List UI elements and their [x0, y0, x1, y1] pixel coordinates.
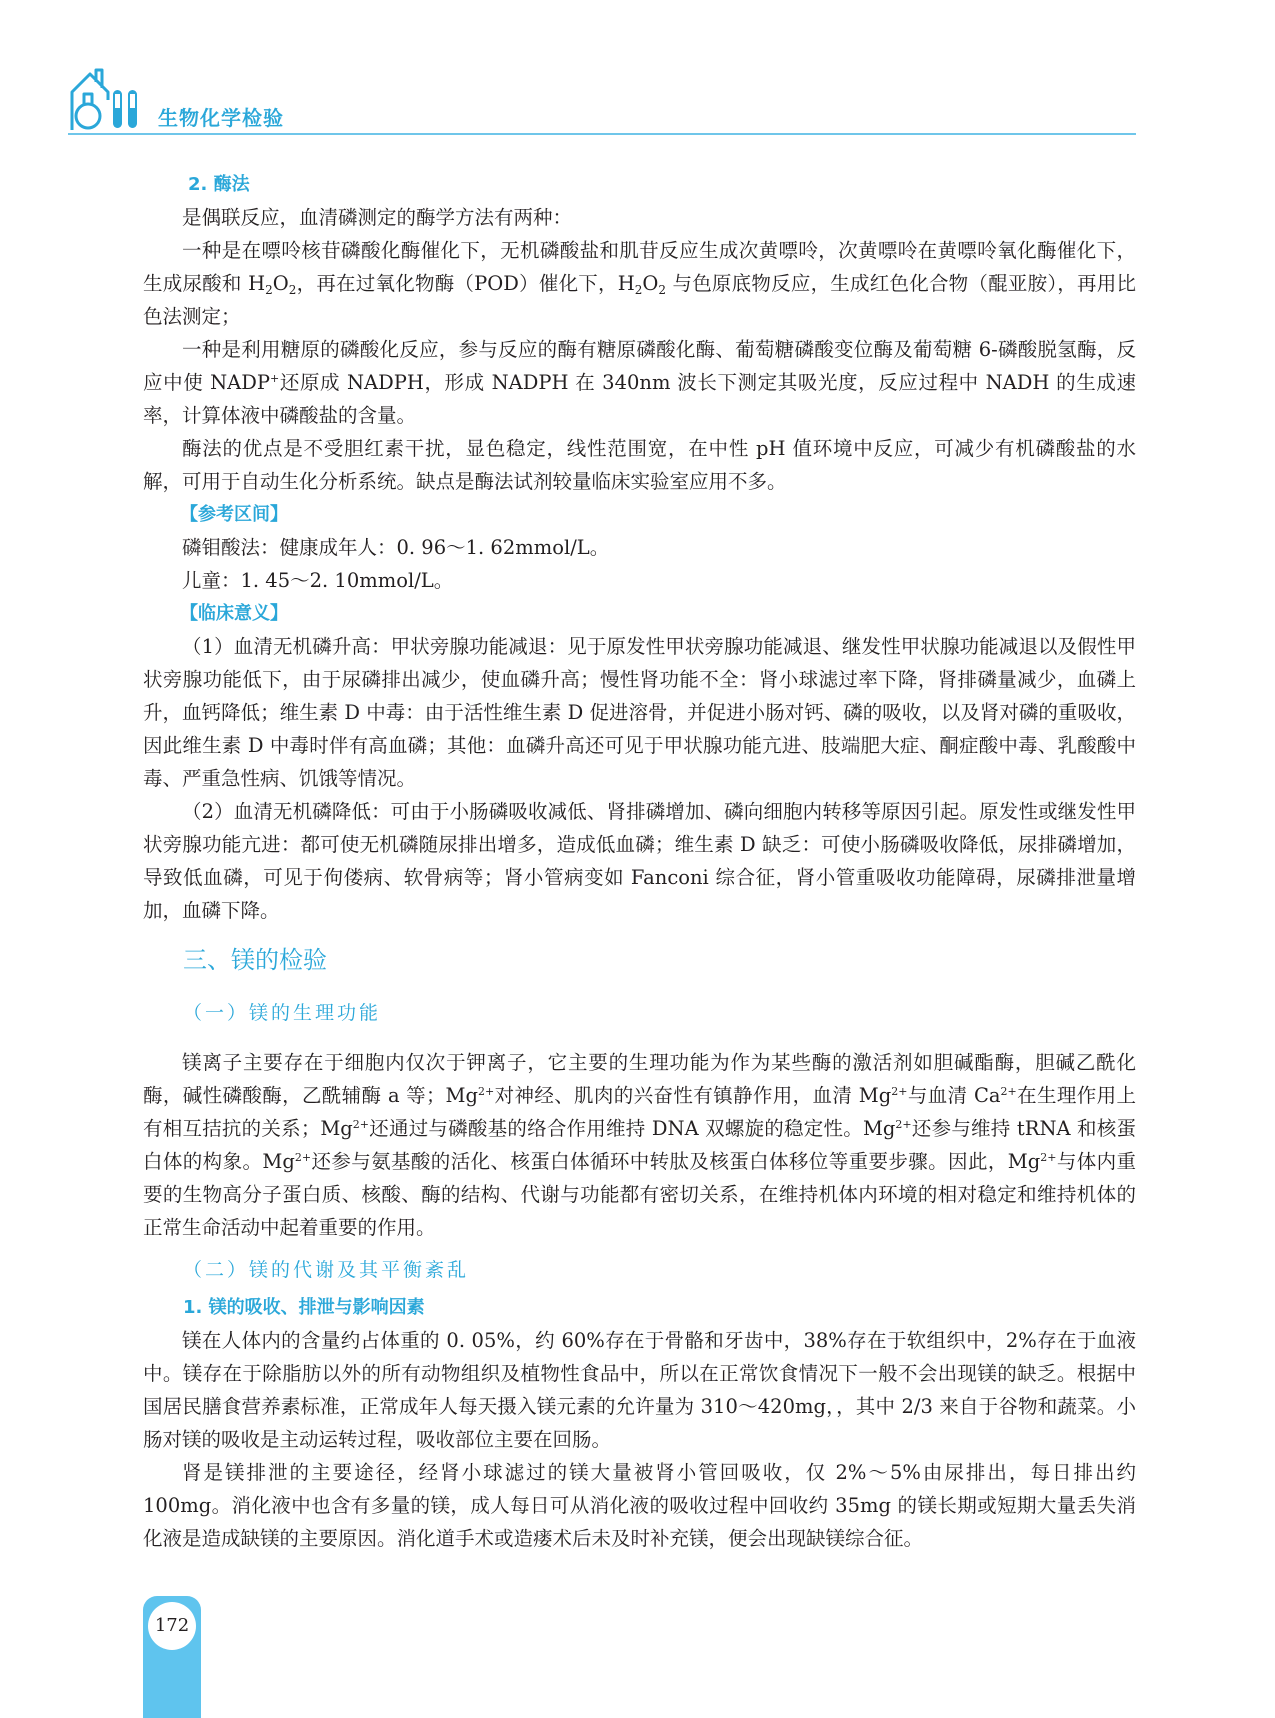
reference-range-heading: 【参考区间】	[180, 504, 288, 525]
header-divider	[68, 133, 1136, 135]
page-number: 172	[148, 1602, 196, 1650]
paragraph: （1）血清无机磷升高：甲状旁腺功能减退：见于原发性甲状旁腺功能减退、继发性甲状腺功能减退以及假性甲状旁腺功能低下，由于尿磷排出减少，使血磷升高；慢性肾功能不全：肾小球滤过率下降，肾排磷量减少，血磷上升，血钙降低；维生素 D 中毒：由于活性维生素 D 促进溶骨，并促进小肠对钙、磷的吸收，以及肾对磷的重吸收，因此维生素 D 中毒时伴有高血磷；其他：血磷升高还可见于甲状腺功能亢进、肢端肥大症、酮症酸中毒、乳酸酸中毒、严重急性病、饥饿等情况。	[143, 635, 1136, 790]
paragraph: 一种是在嘌呤核苷磷酸化酶催化下，无机磷酸盐和肌苷反应生成次黄嘌呤，次黄嘌呤在黄嘌呤氧化酶催化下，生成尿酸和 $H_2O_2$，再在过氧化物酶（POD）催化下，$H_2O_2$ 与色原底物反应，生成红色化合物（醌亚胺），再用比色法测定；	[143, 239, 1136, 328]
subsection-heading: （二）镁的代谢及其平衡紊乱	[183, 1259, 470, 1281]
page-number-tab	[143, 1596, 201, 1718]
paragraph: 酶法的优点是不受胆红素干扰，显色稳定，线性范围宽，在中性 pH 值环境中反应，可减少有机磷酸盐的水解，可用于自动生化分析系统。缺点是酶法试剂较量临床实验室应用不多。	[143, 437, 1136, 493]
paragraph: 镁在人体内的含量约占体重的 0. 05%，约 60%存在于骨骼和牙齿中，38%存在于软组织中，2%存在于血液中。镁存在于除脂肪以外的所有动物组织及植物性食品中，所以在正常饮食情况下一般不会出现镁的缺乏。根据中国居民膳食营养素标准，正常成年人每天摄入镁元素的允许量为 310～420mg，，其中 2/3 来自于谷物和蔬菜。小肠对镁的吸收是主动运转过程，吸收部位主要在回肠。	[143, 1329, 1136, 1451]
enzyme-method-heading: 2. 酶法	[188, 174, 250, 195]
paragraph: 一种是利用糖原的磷酸化反应，参与反应的酶有糖原磷酸化酶、葡萄糖磷酸变位酶及葡萄糖 6-磷酸脱氢酶，反应中使 NADP+还原成 NADPH，形成 NADPH 在 340nm 波长下测定其吸光度，反应过程中 NADH 的生成速率，计算体液中磷酸盐的含量。	[143, 338, 1136, 427]
clinical-significance-heading: 【临床意义】	[180, 603, 288, 624]
book-logo-icon	[68, 64, 148, 134]
reference-child: 儿童：1. 45～2. 10mmol/L。	[182, 569, 454, 592]
paragraph: 镁离子主要存在于细胞内仅次于钾离子，它主要的生理功能为作为某些酶的激活剂如胆碱酯酶，胆碱乙酰化酶，碱性磷酸酶，乙酰辅酶 a 等；$Mg^{2+}$对神经、肌肉的兴奋性有镇静作用，血清 $Mg^{2+}$与血清 $Ca^{2+}$在生理作用上有相互拮抗的关系；$Mg^{2+}$还通过与磷酸基的络合作用维持 DNA 双螺旋的稳定性。$Mg^{2+}$还参与维持 tRNA 和核蛋白体的构象。$Mg^{2+}$还参与氨基酸的活化、核蛋白体循环中转肽及核蛋白体移位等重要步骤。因此，$Mg^{2+}$与体内重要的生物高分子蛋白质、核酸、酶的结构、代谢与功能都有密切关系，在维持机体内环境的相对稳定和维持机体的正常生命活动中起着重要的作用。	[143, 1051, 1136, 1239]
section-heading: 三、镁的检验	[183, 946, 327, 974]
paragraph: 肾是镁排泄的主要途径，经肾小球滤过的镁大量被肾小管回吸收，仅 2%～5%由尿排出，每日排出约 100mg。消化液中也含有多量的镁，成人每日可从消化液的吸收过程中回收约 35mg 的镁长期或短期大量丢失消化液是造成缺镁的主要原因。消化道手术或造瘘术后未及时补充镁，便会出现缺镁综合征。	[143, 1461, 1136, 1550]
page-content	[143, 168, 1136, 1555]
book-title: 生物化学检验	[158, 106, 284, 130]
subsection-heading: （一）镁的生理功能	[183, 1002, 382, 1024]
absorption-heading: 1. 镁的吸收、排泄与影响因素	[183, 1297, 425, 1318]
reference-adult: 磷钼酸法：健康成年人：0. 96～1. 62mmol/L。	[182, 536, 610, 559]
paragraph: 是偶联反应，血清磷测定的酶学方法有两种：	[182, 206, 573, 229]
paragraph: （2）血清无机磷降低：可由于小肠磷吸收减低、肾排磷增加、磷向细胞内转移等原因引起。原发性或继发性甲状旁腺功能亢进：都可使无机磷随尿排出增多，造成低血磷；维生素 D 缺乏：可使小肠磷吸收降低，尿排磷增加，导致低血磷，可见于佝偻病、软骨病等；肾小管病变如 Fanconi 综合征，肾小管重吸收功能障碍，尿磷排泄量增加，血磷下降。	[143, 800, 1136, 922]
